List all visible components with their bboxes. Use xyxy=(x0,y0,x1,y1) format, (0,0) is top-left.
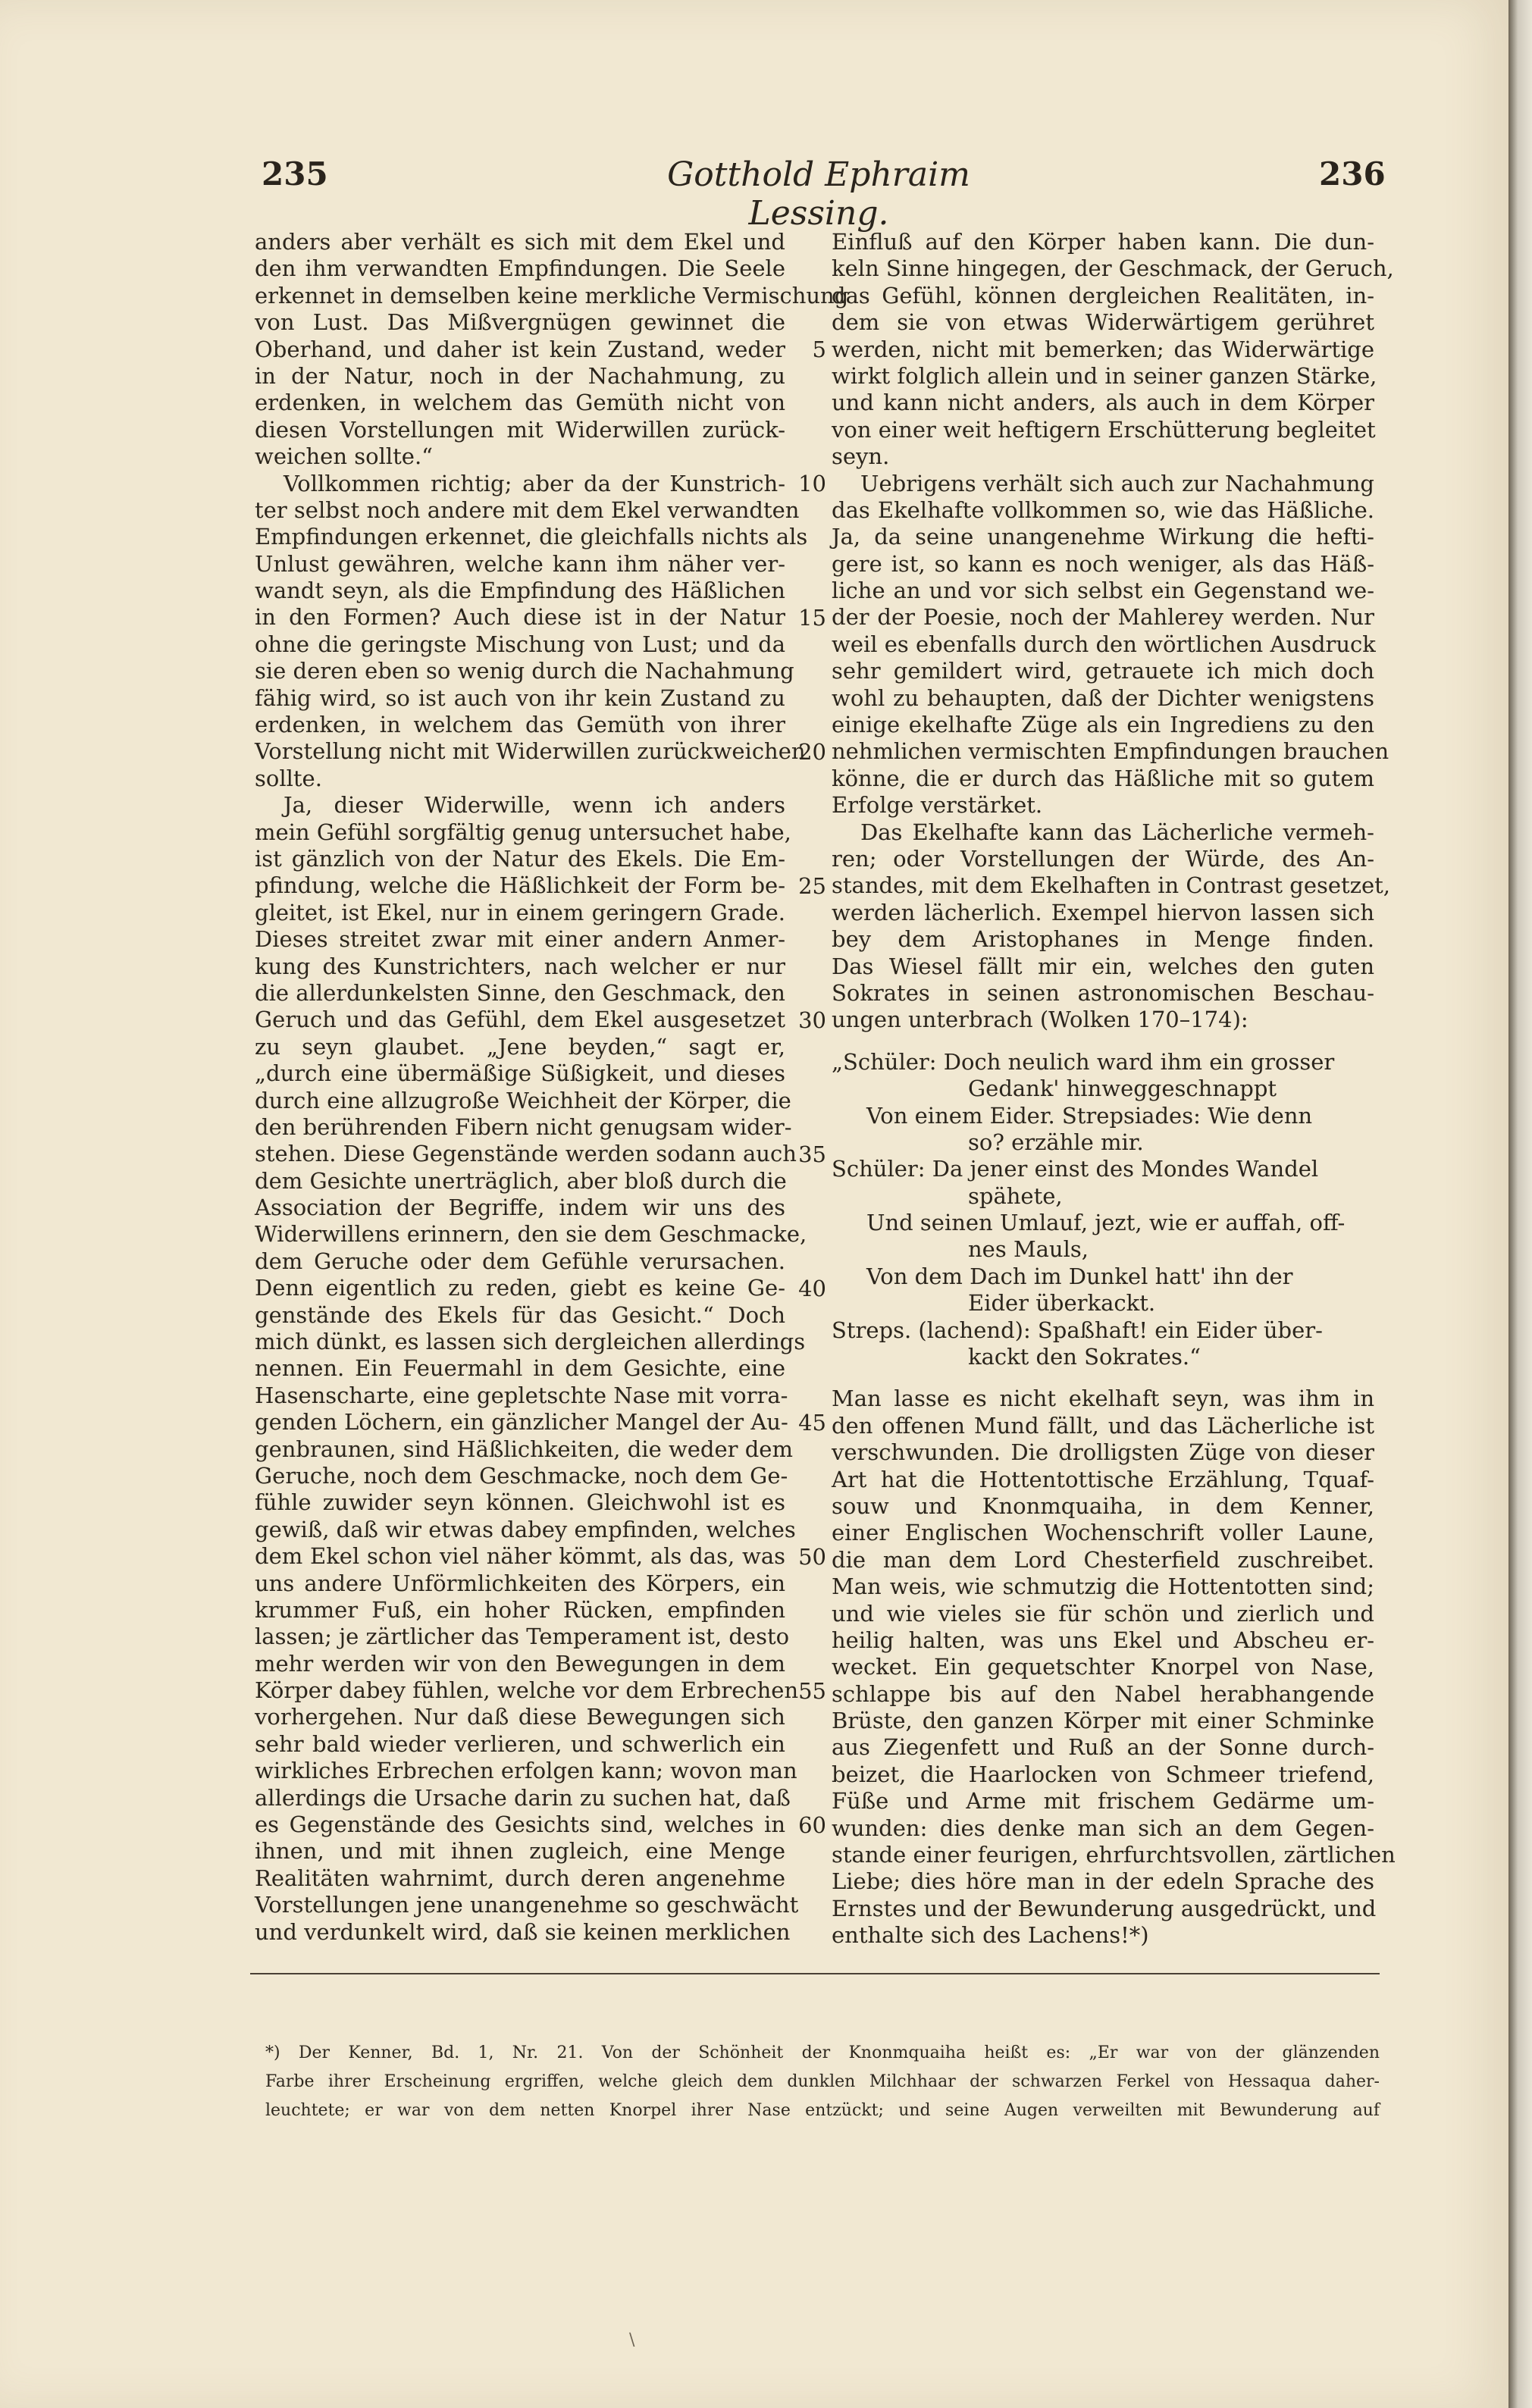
running-head: Gotthold Ephraim Lessing. xyxy=(667,155,970,233)
footnote-line: leuchtete; er war von dem netten Knorpel ihrer Nase entzückt; und seine Augen verweilten mit Bewunderung auf xyxy=(265,2101,1380,2120)
text-line: und kann nicht anders, als auch in dem Körper xyxy=(832,390,1374,416)
footnote-line: Farbe ihrer Erscheinung ergriffen, welche gleich dem dunklen Milchhaar der schwarzen Ferkel von Hessaqua daher- xyxy=(265,2072,1380,2091)
text-line: Vorstellungen jene unangenehme so geschwächt xyxy=(255,1892,799,1918)
text-line: Brüste, den ganzen Körper mit einer Schminke xyxy=(832,1708,1374,1734)
text-line: krummer Fuß, ein hoher Rücken, empfinden xyxy=(255,1596,785,1623)
text-line: ungen unterbrach (Wolken 170–174): xyxy=(832,1007,1248,1033)
text-line: anders aber verhält es sich mit dem Ekel und xyxy=(255,229,785,255)
text-line: genden Löchern, ein gänzlicher Mangel der Au- xyxy=(255,1409,788,1436)
text-line: gewiß, daß wir etwas dabey empfinden, welches xyxy=(255,1516,796,1542)
text-line: Uebrigens verhält sich auch zur Nachahmung xyxy=(860,470,1374,496)
text-line: souw und Knonmquaiha, in dem Kenner, xyxy=(832,1492,1374,1519)
verse-line: nes Mauls, xyxy=(968,1236,1089,1263)
text-line: dem Ekel schon viel näher kömmt, als das, was xyxy=(255,1543,785,1570)
line-number: 50 xyxy=(798,1543,826,1570)
text-line: vorhergehen. Nur daß diese Bewegungen sich xyxy=(255,1704,785,1730)
text-line: fühle zuwider seyn können. Gleichwohl ist es xyxy=(255,1489,785,1516)
text-line: stehen. Diese Gegenstände werden sodann auch xyxy=(255,1141,797,1167)
page-header xyxy=(0,155,1509,233)
text-line: Füße und Arme mit frischem Gedärme um- xyxy=(832,1788,1374,1815)
text-line: ohne die geringste Mischung von Lust; und da xyxy=(255,631,785,657)
text-line: allerdings die Ursache darin zu suchen hat, daß xyxy=(255,1784,791,1811)
text-line: Vorstellung nicht mit Widerwillen zurückweichen xyxy=(255,738,806,765)
text-line: in den Formen? Auch diese ist in der Natur xyxy=(255,604,785,631)
text-line: und wie vieles sie für schön und zierlich und xyxy=(832,1600,1374,1627)
verse-line: so? erzähle mir. xyxy=(968,1129,1144,1155)
text-line: uns andere Unförmlichkeiten des Körpers, ein xyxy=(255,1570,785,1596)
text-line: Ja, da seine unangenehme Wirkung die hefti- xyxy=(832,524,1374,550)
text-line: Das Ekelhafte kann das Lächerliche vermeh- xyxy=(860,819,1374,845)
text-line: den berührenden Fibern nicht genugsam wider- xyxy=(255,1113,792,1140)
text-line: könne, die er durch das Häßliche mit so gutem xyxy=(832,765,1374,791)
text-line: ren; oder Vorstellungen der Würde, des An- xyxy=(832,845,1374,872)
spacer xyxy=(832,1034,1374,1049)
text-line: die man dem Lord Chesterfield zuschreibet. xyxy=(832,1546,1374,1573)
text-line: Sokrates in seinen astronomischen Beschau- xyxy=(832,979,1374,1006)
text-line: stande einer feurigen, ehrfurchtsvollen, zärtlichen xyxy=(832,1842,1396,1868)
text-line: enthalte sich des Lachens!*) xyxy=(832,1922,1149,1949)
line-number: 45 xyxy=(798,1409,826,1436)
text-line: wirkt folglich allein und in seiner ganzen Stärke, xyxy=(832,362,1377,389)
verse-line: Und seinen Umlauf, jezt, wie er auffah, off- xyxy=(866,1210,1346,1236)
text-line: dem Geruche oder dem Gefühle verursachen. xyxy=(255,1248,785,1274)
text-line: lassen; je zärtlicher das Temperament ist, desto xyxy=(255,1624,790,1650)
text-line: von einer weit heftigern Erschütterung begleitet xyxy=(832,416,1376,443)
text-line: standes, mit dem Ekelhaften in Contrast gesetzet, xyxy=(832,872,1391,899)
verse-line: „Schüler: Doch neulich ward ihm ein grosser xyxy=(832,1048,1335,1075)
text-line: kung des Kunstrichters, nach welcher er nur xyxy=(255,953,785,979)
text-line: Denn eigentlich zu reden, giebt es keine Ge- xyxy=(255,1275,785,1301)
text-line: liche an und vor sich selbst ein Gegenstand we- xyxy=(832,578,1374,604)
text-line: und verdunkelt wird, daß sie keinen merklichen xyxy=(255,1918,791,1945)
text-line: gere ist, so kann es noch weniger, als das Häß- xyxy=(832,550,1374,577)
text-line: das Gefühl, können dergleichen Realitäten, in- xyxy=(832,282,1374,308)
text-line: wecket. Ein gequetschter Knorpel von Nase, xyxy=(832,1654,1374,1680)
text-line: mehr werden wir von den Bewegungen in dem xyxy=(255,1650,785,1677)
line-number: 10 xyxy=(798,470,826,496)
bottom-mark: \ xyxy=(629,2331,635,2350)
line-number: 35 xyxy=(798,1141,826,1167)
page-number-left: 235 xyxy=(262,155,328,193)
text-line: Geruche, noch dem Geschmacke, noch dem Ge- xyxy=(255,1462,788,1489)
text-line: ihnen, und mit ihnen zugleich, eine Menge xyxy=(255,1838,785,1865)
text-line: Das Wiesel fällt mir ein, welches den guten xyxy=(832,953,1374,979)
text-line: durch eine allzugroße Weichheit der Körper, die xyxy=(255,1087,791,1113)
text-line: nehmlichen vermischten Empfindungen brauchen xyxy=(832,738,1389,765)
text-line: Ja, dieser Widerwille, wenn ich anders xyxy=(284,792,785,819)
verse-line: Streps. (lachend): Spaßhaft! ein Eider über- xyxy=(832,1317,1323,1343)
text-line: beizet, die Haarlocken von Schmeer triefend, xyxy=(832,1761,1374,1787)
text-line: den offenen Mund fällt, und das Lächerliche ist xyxy=(832,1412,1374,1439)
text-line: genbraunen, sind Häßlichkeiten, die weder dem xyxy=(255,1436,793,1462)
text-line: es Gegenstände des Gesichts sind, welches in xyxy=(255,1811,785,1838)
text-line: den ihm verwandten Empfindungen. Die Seele xyxy=(255,255,785,282)
text-line: erdenken, in welchem das Gemüth nicht von xyxy=(255,390,785,416)
text-line: werden lächerlich. Exempel hiervon lassen sich xyxy=(832,899,1374,925)
text-line: Vollkommen richtig; aber da der Kunstrich- xyxy=(284,470,785,496)
footnote-line: *) Der Kenner, Bd. 1, Nr. 21. Von der Schönheit der Knonmquaiha heißt es: „Er war von der glänzenden xyxy=(265,2043,1380,2062)
spacer xyxy=(832,1370,1374,1386)
text-line: sehr gemildert wird, getrauete ich mich doch xyxy=(832,658,1374,684)
text-line: gleitet, ist Ekel, nur in einem geringern Grade. xyxy=(255,899,785,925)
line-number: 40 xyxy=(798,1275,826,1301)
text-line: Man lasse es nicht ekelhaft seyn, was ihm in xyxy=(832,1386,1374,1412)
text-line: ter selbst noch andere mit dem Ekel verwandten xyxy=(255,496,800,523)
verse-line: Von einem Eider. Strepsiades: Wie denn xyxy=(866,1102,1313,1129)
line-number: 15 xyxy=(798,604,826,631)
text-line: in der Natur, noch in der Nachahmung, zu xyxy=(255,362,785,389)
text-line: Association der Begriffe, indem wir uns des xyxy=(255,1195,785,1221)
text-line: wohl zu behaupten, daß der Dichter wenigstens xyxy=(832,684,1374,711)
text-line: mich dünkt, es lassen sich dergleichen allerdings xyxy=(255,1329,806,1355)
right-column xyxy=(832,229,1396,1949)
text-line: verschwunden. Die drolligsten Züge von dieser xyxy=(832,1439,1374,1466)
text-line: Widerwillens erinnern, den sie dem Geschmacke, xyxy=(255,1221,807,1248)
text-line: der der Poesie, noch der Mahlerey werden. Nur xyxy=(832,604,1374,631)
footnote xyxy=(265,2039,1380,2125)
line-number: 55 xyxy=(798,1677,826,1704)
text-line: die allerdunkelsten Sinne, den Geschmack, den xyxy=(255,979,785,1006)
text-line: Ernstes und der Bewunderung ausgedrückt, und xyxy=(832,1895,1377,1921)
text-line: Art hat die Hottentottische Erzählung, Tquaf- xyxy=(832,1466,1374,1492)
line-number: 5 xyxy=(812,336,826,362)
page-number-right: 236 xyxy=(1319,155,1386,193)
verse-line: Eider überkackt. xyxy=(968,1290,1156,1317)
text-line: schlappe bis auf den Nabel herabhangende xyxy=(832,1680,1374,1707)
text-line: werden, nicht mit bemerken; das Widerwärtige xyxy=(832,336,1374,362)
text-line: sie deren eben so wenig durch die Nachahmung xyxy=(255,658,794,684)
verse-line: kackt den Sokrates.“ xyxy=(968,1344,1201,1370)
text-line: sehr bald wieder verlieren, und schwerlich ein xyxy=(255,1730,785,1757)
text-line: Dieses streitet zwar mit einer andern Anmer- xyxy=(255,926,785,953)
line-number: 60 xyxy=(798,1811,826,1838)
text-line: weichen sollte.“ xyxy=(255,443,433,470)
text-line: erkennet in demselben keine merkliche Vermischung xyxy=(255,282,849,308)
text-line: Geruch und das Gefühl, dem Ekel ausgesetzet xyxy=(255,1007,785,1033)
text-line: heilig halten, was uns Ekel und Abscheu er- xyxy=(832,1627,1374,1653)
page-edge xyxy=(1509,0,1532,2408)
text-line: erdenken, in welchem das Gemüth von ihrer xyxy=(255,712,785,738)
line-number: 20 xyxy=(798,738,826,765)
text-line: Hasenscharte, eine gepletschte Nase mit vorra- xyxy=(255,1382,788,1408)
text-line: aus Ziegenfett und Ruß an der Sonne durch- xyxy=(832,1734,1374,1761)
text-line: wandt seyn, als die Empfindung des Häßlichen xyxy=(255,578,785,604)
text-line: keln Sinne hingegen, der Geschmack, der Geruch, xyxy=(832,255,1394,282)
text-line: weil es ebenfalls durch den wörtlichen Ausdruck xyxy=(832,631,1376,657)
text-line: seyn. xyxy=(832,443,890,470)
text-line: einige ekelhafte Züge als ein Ingrediens zu den xyxy=(832,712,1374,738)
text-line: Man weis, wie schmutzig die Hottentotten sind; xyxy=(832,1573,1374,1600)
text-line: diesen Vorstellungen mit Widerwillen zurück- xyxy=(255,416,785,443)
text-line: zu seyn glaubet. „Jene beyden,“ sagt er, xyxy=(255,1033,785,1060)
text-line: Erfolge verstärket. xyxy=(832,792,1043,819)
text-line: genstände des Ekels für das Gesicht.“ Doch xyxy=(255,1301,785,1328)
text-line: dem Gesichte unerträglich, aber bloß durch die xyxy=(255,1167,787,1194)
line-number: 25 xyxy=(798,872,826,899)
text-line: mein Gefühl sorgfältig genug untersuchet habe, xyxy=(255,819,791,845)
text-line: Oberhand, und daher ist kein Zustand, weder xyxy=(255,336,785,362)
text-line: fähig wird, so ist auch von ihr kein Zustand zu xyxy=(255,684,785,711)
text-line: pfindung, welche die Häßlichkeit der Form be- xyxy=(255,872,785,899)
text-line: wirkliches Erbrechen erfolgen kann; wovon man xyxy=(255,1758,797,1784)
text-line: Unlust gewähren, welche kann ihm näher ver- xyxy=(255,550,785,577)
text-line: sollte. xyxy=(255,765,322,791)
text-line: von Lust. Das Mißvergnügen gewinnet die xyxy=(255,309,785,336)
text-line: Einfluß auf den Körper haben kann. Die dun- xyxy=(832,229,1374,255)
line-number: 30 xyxy=(798,1007,826,1033)
text-line: einer Englischen Wochenschrift voller Laune, xyxy=(832,1520,1374,1546)
text-line: das Ekelhafte vollkommen so, wie das Häßliche. xyxy=(832,496,1374,523)
text-line: ist gänzlich von der Natur des Ekels. Die Em- xyxy=(255,845,785,872)
text-line: Körper dabey fühlen, welche vor dem Erbrechen xyxy=(255,1677,799,1704)
text-line: dem sie von etwas Widerwärtigem gerühret xyxy=(832,309,1374,336)
text-line: nennen. Ein Feuermahl in dem Gesichte, eine xyxy=(255,1355,785,1382)
text-line: Liebe; dies höre man in der edeln Sprache des xyxy=(832,1868,1374,1895)
text-line: „durch eine übermäßige Süßigkeit, und dieses xyxy=(255,1060,785,1087)
verse-line: Gedank' hinweggeschnappt xyxy=(968,1076,1277,1102)
footnote-rule xyxy=(250,1973,1380,1974)
verse-line: spähete, xyxy=(968,1182,1063,1209)
text-line: Empfindungen erkennet, die gleichfalls nichts als xyxy=(255,524,808,550)
text-line: Realitäten wahrnimt, durch deren angenehme xyxy=(255,1865,785,1891)
text-line: wunden: dies denke man sich an dem Gegen- xyxy=(832,1815,1374,1841)
verse-line: Schüler: Da jener einst des Mondes Wandel xyxy=(832,1156,1319,1182)
verse-line: Von dem Dach im Dunkel hatt' ihn der xyxy=(866,1263,1293,1289)
text-line: bey dem Aristophanes in Menge finden. xyxy=(832,926,1374,953)
